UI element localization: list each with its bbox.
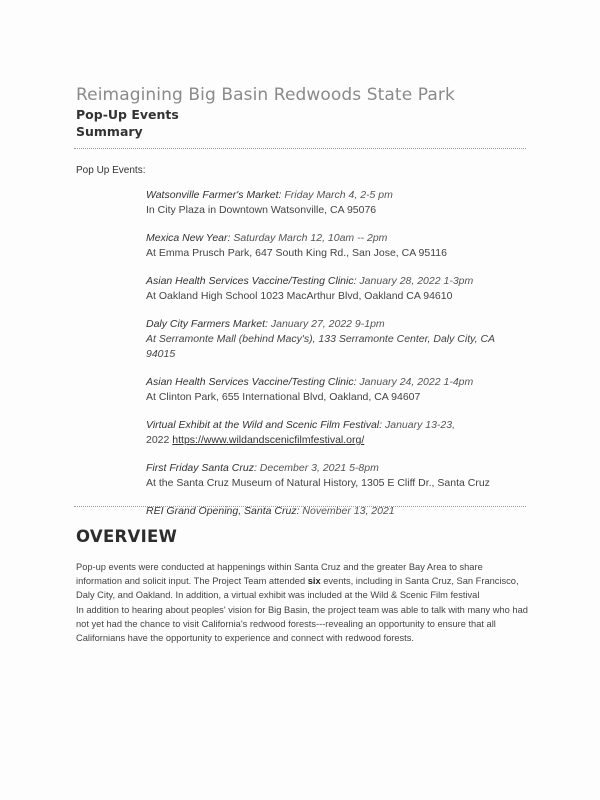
event-item [146,317,526,362]
overview-paragraph: In addition to hearing about peoples' vision for Big Basin, the project team was able to talk with many who had not yet had the chance to visit California's redwood forests---revealing an opportunity to ensure that all Californians have the opportunity to experience and connect with redwood forests. [76,604,528,644]
overview-count: six [307,576,321,587]
events-list [146,188,526,532]
event-name: Asian Health Services Vaccine/Testing Clinic: [146,376,357,388]
overview-text: Pop-up events were conducted at happenings within Santa Cruz and the greater Bay Area to share information and solicit input. The Project Team attended [76,562,483,587]
document-header [76,84,455,140]
event-date: January 13-23, [384,419,456,431]
event-name: Mexica New Year: [146,232,231,244]
event-name: REI Grand Opening, Santa Cruz: [146,505,300,517]
event-name: Virtual Exhibit at the Wild and Scenic Film Festival: [146,419,383,431]
event-item [146,461,526,491]
event-location: At Emma Prusch Park, 647 South King Rd., San Jose, CA 95116 [146,247,447,259]
film-festival-link[interactable]: https://www.wildandscenicfilmfestival.org/ [172,434,365,446]
overview-text: events, including in Santa Cruz, San Francisco, Daly City, and Oakland. In addition, a virtual exhibit was included at the Wild & Scenic Film festival [76,576,519,601]
section-divider [74,506,526,507]
document-subtitle-events: Pop-Up Events [76,107,179,122]
event-name: Daly City Farmers Market: [146,318,268,330]
event-item [146,274,526,304]
event-date: November 13, 2021 [302,505,395,517]
document-title: Reimagining Big Basin Redwoods State Park [76,85,455,105]
overview-body [76,560,528,645]
event-date: December 3, 2021 5-8pm [259,462,379,474]
header-divider [74,148,526,149]
event-name: Watsonville Farmer's Market: [146,189,282,201]
event-link-line [146,433,526,448]
event-location: At Oakland High School 1023 MacArthur Blvd, Oakland CA 94610 [146,290,453,302]
event-item [146,418,526,448]
event-year: 2022 [146,434,170,446]
event-date: January 24, 2022 1-4pm [359,376,474,388]
event-date: January 27, 2022 9-1pm [270,318,385,330]
event-location: In City Plaza in Downtown Watsonville, CA 95076 [146,204,377,216]
popup-events-label: Pop Up Events: [76,165,146,176]
event-date: January 28, 2022 1-3pm [359,275,474,287]
event-item [146,188,526,218]
event-location: At the Santa Cruz Museum of Natural History, 1305 E Cliff Dr., Santa Cruz [146,477,490,489]
overview-heading: OVERVIEW [76,527,178,546]
event-date: Friday March 4, 2-5 pm [284,189,393,201]
overview-paragraph [76,560,528,603]
event-name: Asian Health Services Vaccine/Testing Clinic: [146,275,357,287]
event-location: At Clinton Park, 655 International Blvd, Oakland, CA 94607 [146,391,421,403]
event-location: At Serramonte Mall (behind Macy's), 133 Serramonte Center, Daly City, CA 94015 [146,333,495,360]
event-date: Saturday March 12, 10am -- 2pm [233,232,388,244]
event-name: First Friday Santa Cruz: [146,462,257,474]
event-item [146,231,526,261]
event-item [146,375,526,405]
document-subtitle-summary: Summary [76,124,143,139]
